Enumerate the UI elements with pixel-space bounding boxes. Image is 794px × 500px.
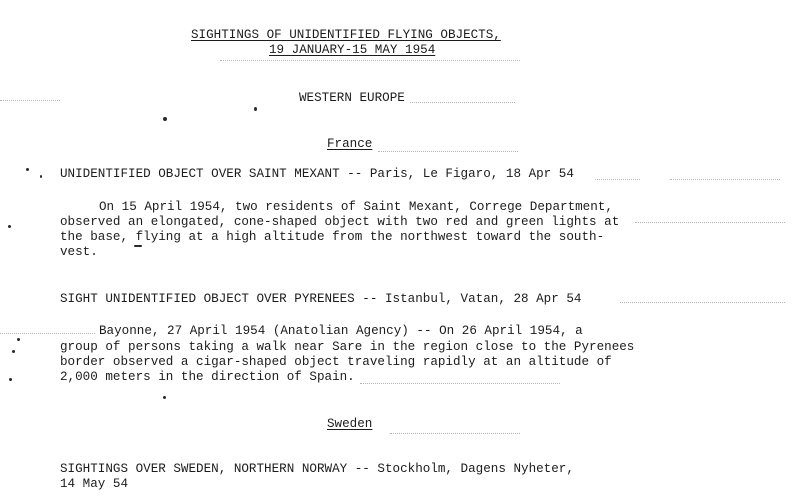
ink-speck xyxy=(134,245,142,247)
ink-speck xyxy=(40,175,42,178)
scan-artifact-line xyxy=(0,100,60,101)
ink-speck xyxy=(26,168,29,171)
scan-artifact-line xyxy=(635,222,785,223)
scan-artifact-line xyxy=(595,179,640,180)
document-date-range: 19 JANUARY-15 MAY 1954 xyxy=(269,43,436,57)
article-headline-sweden-date: 14 May 54 xyxy=(60,477,129,491)
article-body-line: border observed a cigar-shaped object traveling rapidly at an altitude of xyxy=(60,355,612,369)
section-heading-sweden: Sweden xyxy=(327,417,373,431)
scan-artifact-line xyxy=(620,302,785,303)
article-body-line: vest. xyxy=(60,245,98,259)
scan-artifact-line xyxy=(670,179,780,180)
article-body-line: observed an elongated, cone-shaped object with two red and green lights at xyxy=(60,215,620,229)
article-headline-saint-mexant: UNIDENTIFIED OBJECT OVER SAINT MEXANT -- Paris, Le Figaro, 18 Apr 54 xyxy=(60,167,574,181)
scan-artifact-line xyxy=(410,102,515,103)
ink-speck xyxy=(8,225,11,228)
scan-artifact-line xyxy=(360,383,560,384)
ink-speck xyxy=(12,350,15,353)
article-headline-pyrenees: SIGHT UNIDENTIFIED OBJECT OVER PYRENEES -- Istanbul, Vatan, 28 Apr 54 xyxy=(60,292,582,306)
scan-artifact-line xyxy=(0,333,95,334)
scan-artifact-line xyxy=(390,433,520,434)
scan-artifact-line xyxy=(220,60,520,61)
region-heading: WESTERN EUROPE xyxy=(299,91,405,105)
document-title: SIGHTINGS OF UNIDENTIFIED FLYING OBJECTS, xyxy=(191,28,501,42)
ink-speck xyxy=(17,338,20,341)
ink-speck xyxy=(163,117,167,121)
article-body-line: the base, flying at a high altitude from the northwest toward the south- xyxy=(60,230,605,244)
ink-speck xyxy=(9,378,12,381)
article-body-line: 2,000 meters in the direction of Spain. xyxy=(60,370,355,384)
section-heading-france: France xyxy=(327,137,373,151)
article-body-line: On 15 April 1954, two residents of Saint Mexant, Correge Department, xyxy=(99,200,613,214)
article-headline-sweden: SIGHTINGS OVER SWEDEN, NORTHERN NORWAY -- Stockholm, Dagens Nyheter, xyxy=(60,462,574,476)
ink-speck xyxy=(254,107,257,111)
scan-artifact-line xyxy=(378,151,518,152)
ink-speck xyxy=(163,396,166,399)
article-body-line: group of persons taking a walk near Sare in the region close to the Pyrenees xyxy=(60,340,635,354)
article-body-line: Bayonne, 27 April 1954 (Anatolian Agency) -- On 26 April 1954, a xyxy=(99,324,583,338)
